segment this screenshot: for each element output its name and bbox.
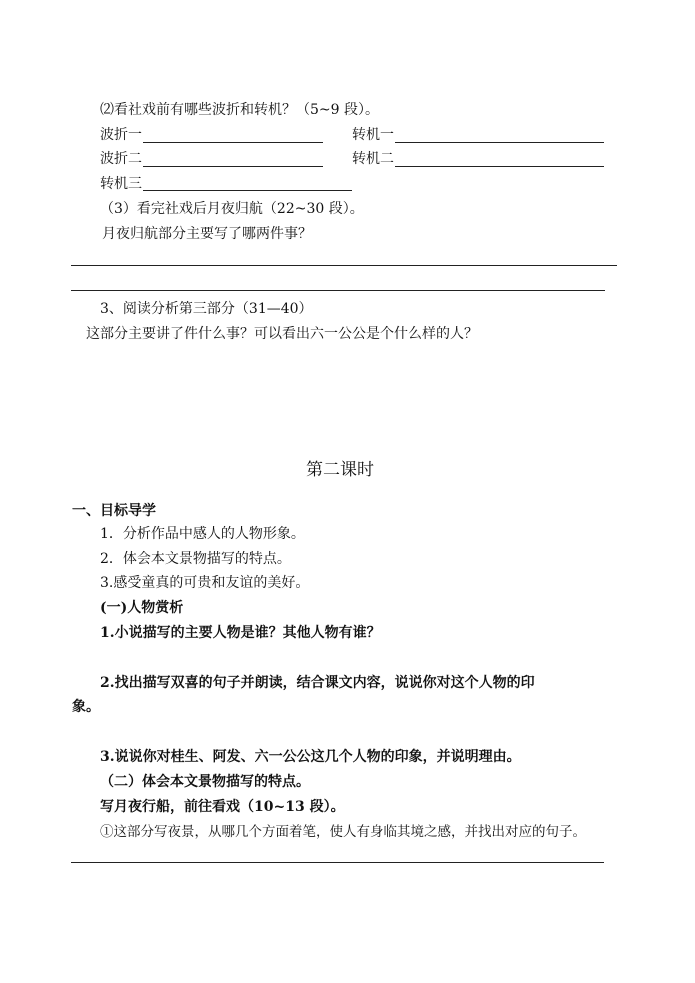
section-1-title: 一、目标导学 (72, 503, 156, 519)
zhuanji-2-label: 转机二 (352, 151, 394, 167)
character-question-2-line-2: 象。 (72, 699, 100, 715)
goal-3: 3.感受童真的可贵和友谊的美好。 (100, 575, 310, 591)
answer-line[interactable] (71, 290, 605, 291)
part-3-title: 3、阅读分析第三部分（31—40） (100, 301, 313, 317)
subsection-2-title: （二）体会本文景物描写的特点。 (100, 774, 310, 790)
subsection-2-intro: 写月夜行船，前往看戏（10~13 段）。 (100, 799, 345, 815)
zhuanji-1-answer-line[interactable] (395, 142, 604, 143)
character-question-2-line-1: 2.找出描写双喜的句子并朗读，结合课文内容，说说你对这个人物的印 (100, 675, 535, 691)
question-3-prompt: 月夜归航部分主要写了哪两件事？ (102, 226, 312, 242)
goal-1: 1．分析作品中感人的人物形象。 (100, 526, 305, 542)
character-question-1: 1.小说描写的主要人物是谁？其他人物有谁？ (100, 625, 381, 641)
zhuanji-2-answer-line[interactable] (395, 166, 604, 167)
lesson-2-heading: 第二课时 (306, 460, 374, 480)
zhuanji-3-label: 转机三 (100, 176, 142, 192)
scenery-question-1: ①这部分写夜景，从哪几个方面着笔，使人有身临其境之感，并找出对应的句子。 (100, 824, 586, 840)
bozhe-2-answer-line[interactable] (143, 166, 323, 167)
part-3-question: 这部分主要讲了件什么事？可以看出六一公公是个什么样的人？ (86, 326, 478, 342)
character-question-3: 3.说说你对桂生、阿发、六一公公这几个人物的印象，并说明理由。 (100, 749, 521, 765)
answer-line[interactable] (71, 862, 604, 863)
zhuanji-1-label: 转机一 (352, 127, 394, 143)
zhuanji-3-answer-line[interactable] (143, 190, 352, 191)
answer-line[interactable] (71, 265, 617, 266)
bozhe-1-label: 波折一 (100, 127, 142, 143)
goal-2: 2．体会本文景物描写的特点。 (100, 551, 291, 567)
bozhe-1-answer-line[interactable] (143, 142, 323, 143)
question-2-title: ⑵看社戏前有哪些波折和转机？（5~9 段）。 (100, 102, 379, 118)
subsection-1-title: (一)人物赏析 (100, 600, 184, 616)
question-3-title: （3）看完社戏后月夜归航（22~30 段）。 (100, 201, 364, 217)
bozhe-2-label: 波折二 (100, 151, 142, 167)
